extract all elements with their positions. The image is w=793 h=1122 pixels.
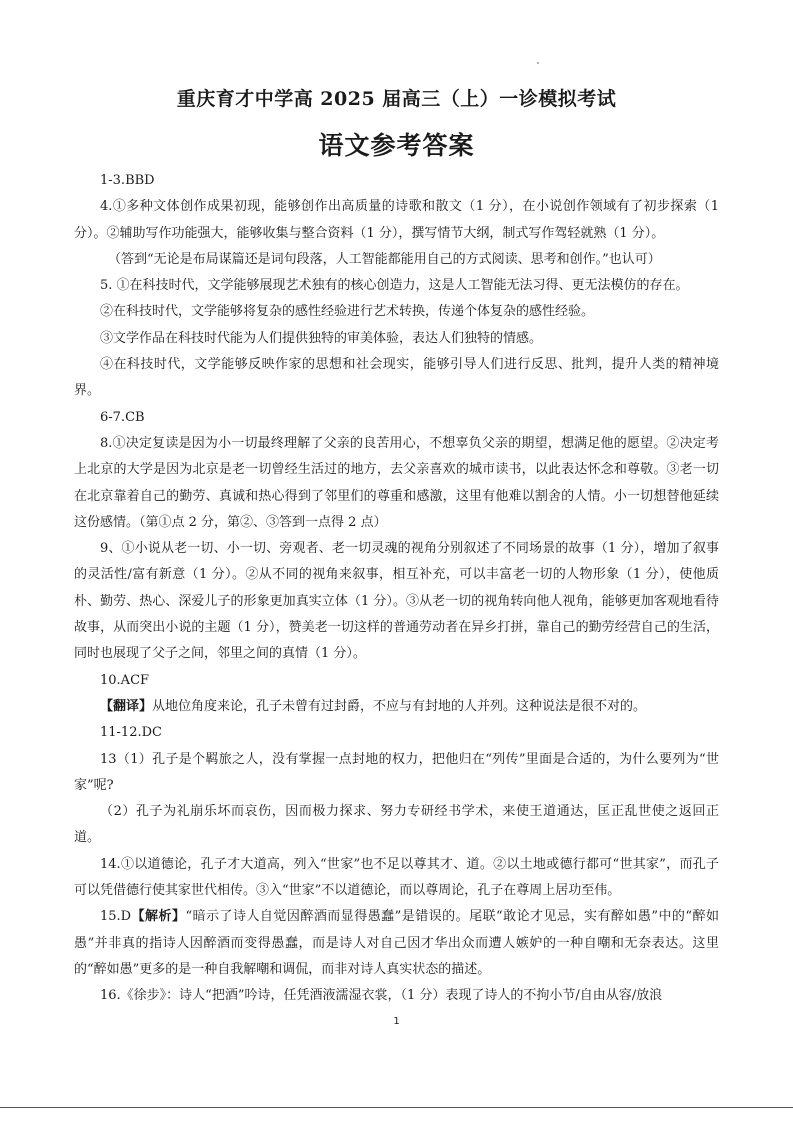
answer-15-choice: 15.D (100, 909, 132, 925)
translation-text: 从地位角度来论，孔子未曾有过封爵，不应与有封地的人并列。这种说法是很不对的。 (152, 698, 647, 714)
answer-9: 9、①小说从老一切、小一切、旁观者、老一切灵魂的视角分别叙述了不同场景的故事（1 分），增加了叙事的灵活性/富有新意（1 分）。②从不同的视角来叙事，相互补充，可以丰富老一切的人物形象（1 分），使他质朴、勤劳、热心、深爱儿子的形象更加真实立体（1 分）。③从老一切的视角转向他人视角，能够更加客观地看待故事，从而突出小说的主题（1 分），赞美老一切这样的普通劳动者在异乡打拼，靠自己的勤劳经营自己的生活，同时也展现了父子之间，邻里之间的真情（1 分）。 (74, 541, 719, 662)
answer-6-7: 6-7.CB (100, 409, 145, 425)
page-number: 1 (393, 1016, 400, 1027)
answer-11-12: 11-12.DC (100, 725, 162, 741)
document-title: 语文参考答案 (318, 131, 475, 160)
translation-label: 【翻译】 (100, 698, 153, 714)
answer-13-part-2: （2）孔子为礼崩乐坏而哀伤，因而极力探求、努力专研经书学术，来使王道通达，匡正乱世使之返回正道。 (74, 804, 719, 846)
exam-title: 重庆育才中学高 2025 届高三（上）一诊模拟考试 (176, 88, 617, 110)
answer-5-point-2: ②在科技时代，文学能够将复杂的感性经验进行艺术转换，传递个体复杂的感性经验。 (100, 304, 595, 320)
answer-14: 14.①以道德论，孔子才大道高，列入“世家”也不足以尊其才、道。②以土地或德行都可“世其家”，而孔子可以凭借德行使其家世代相传。③入“世家”不以道德论，而以尊周论，孔子在尊周上居功至伟。 (74, 856, 719, 899)
answer-8: 8.①决定复读是因为小一切最终理解了父亲的良苦用心，不想辜负父亲的期望，想满足他的愿望。②决定考上北京的大学是因为北京是老一切曾经生活过的地方，去父亲喜欢的城市读书，以此表达怀念和尊敬。③老一切在北京靠着自己的勤劳、真诚和热心得到了邻里们的尊重和感激，这里有他难以割舍的人情。小一切想替他延续这份感情。（第①点 2 分，第②、③答到一点得 2 点） (74, 435, 719, 530)
analysis-label: 【解析】 (131, 909, 186, 925)
answer-4-note: （答到“无论是布局谋篇还是词句段落，人工智能都能用自己的方式阅读、思考和创作。”也认可） (108, 251, 661, 267)
answer-5-point-3: ③文学作品在科技时代能为人们提供独特的审美体验，表达人们独特的情感。 (100, 330, 543, 346)
bottom-divider (0, 1107, 793, 1108)
answer-13-part-1: 13（1）孔子是个羁旅之人，没有掌握一点封地的权力，把他归在“列传”里面是合适的，为什么要列为“世家”呢? (74, 751, 719, 793)
scan-speck (537, 62, 539, 64)
answer-1-3: 1-3.BBD (100, 173, 155, 188)
answer-content (74, 168, 719, 1010)
answer-4: 4.①多种文体创作成果初现，能够创作出高质量的诗歌和散文（1 分），在小说创作领域有了初步探索（1 分）。②辅助写作功能强大，能够收集与整合资料（1 分），撰写情节大纲，制式写作驾轻就熟（1 分）。 (74, 199, 719, 241)
answer-15-analysis: “暗示了诗人自觉因醉酒而显得愚蠢”是错误的。尾联“敢论才见忌，实有醉如愚”中的“醉如愚”并非真的指诗人因醉酒而变得愚蠢，而是诗人对自己因才华出众而遭人嫉妒的一种自嘲和无奈表达。这里的“醉如愚”更多的是一种自我解嘲和调侃，而非对诗人真实状态的描述。 (74, 909, 719, 977)
answer-5-point-1: 5. ①在科技时代，文学能够展现艺术独有的核心创造力，这是人工智能无法习得、更无法模仿的存在。 (100, 278, 689, 294)
answer-10-translation (74, 694, 719, 720)
answer-5-point-4: ④在科技时代，文学能够反映作家的思想和社会现实，能够引导人们进行反思、批判，提升人类的精神境界。 (74, 357, 719, 399)
answer-15 (74, 904, 719, 983)
answer-16: 16.《徐步》：诗人“把酒”吟诗，任凭酒液濡湿衣裳，（1 分）表现了诗人的不拘小节/自由从容/放浪 (100, 988, 663, 1004)
answer-10: 10.ACF (100, 672, 150, 688)
